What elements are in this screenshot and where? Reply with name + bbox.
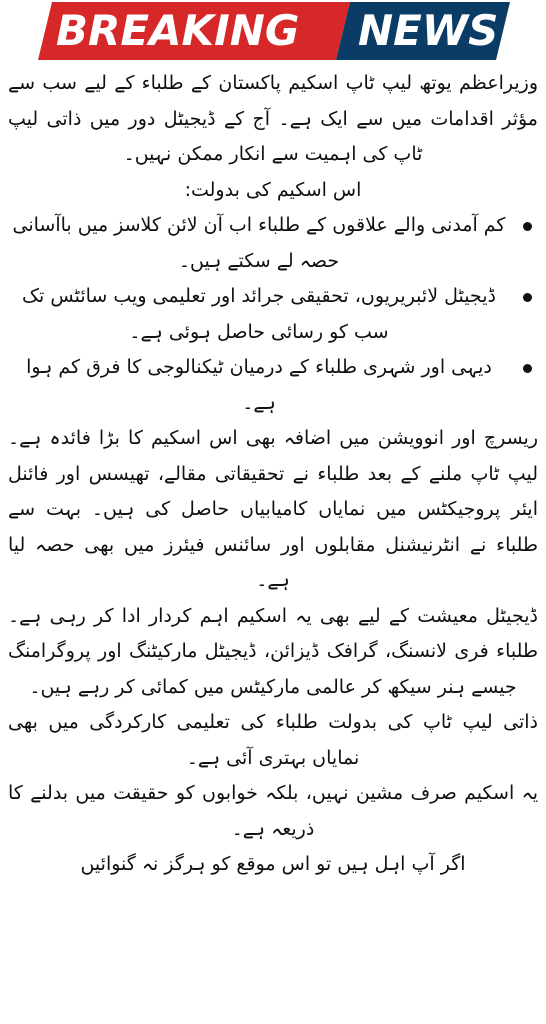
- intro-paragraph: وزیراعظم یوتھ لیپ ٹاپ اسکیم پاکستان کے طلباء کے لیے سب سے مؤثر اقدامات میں سے ایک ہے۔ آج کے ڈیجیٹل دور میں ذاتی لیپ ٹاپ کی اہمیت سے انکار ممکن نہیں۔: [8, 72, 538, 165]
- list-item: [8, 350, 510, 421]
- list-item: [8, 208, 510, 279]
- benefits-subheading: اس اسکیم کی بدولت:: [184, 178, 362, 201]
- breaking-news-banner: [38, 2, 510, 60]
- economy-paragraph: ڈیجیٹل معیشت کے لیے بھی یہ اسکیم اہم کردار ادا کر رہی ہے۔ طلباء فری لانسنگ، گرافک ڈیزائن، ڈیجیٹل مارکیٹنگ اور پروگرامنگ جیسے ہنر سیکھ کر عالمی مارکیٹس میں کمائی کر رہے ہیں۔: [8, 604, 538, 698]
- performance-paragraph: ذاتی لیپ ٹاپ کی بدولت طلباء کی تعلیمی کارکردگی میں بھی نمایاں بہتری آئی ہے۔: [8, 711, 538, 769]
- list-item-text: ڈیجیٹل لائبریریوں، تحقیقی جرائد اور تعلیمی ویب سائٹس تک سب کو رسائی حاصل ہوئی ہے۔: [22, 285, 496, 343]
- bullet-dot-icon: [523, 364, 532, 373]
- dreams-paragraph: یہ اسکیم صرف مشین نہیں، بلکہ خوابوں کو حقیقت میں بدلنے کا ذریعہ ہے۔: [8, 782, 538, 840]
- research-paragraph: ریسرچ اور انوویشن میں اضافہ بھی اس اسکیم کا بڑا فائدہ ہے۔ لیپ ٹاپ ملنے کے بعد طلباء نے تحقیقاتی مقالے، تھیسس اور فائنل ایئر پروجیکٹس میں نمایاں کامیابیاں حاصل کی ہیں۔ بہت سے طلباء نے انٹرنیشنل مقابلوں اور سائنس فیئرز میں بھی حصہ لیا ہے۔: [8, 427, 538, 591]
- bullet-dot-icon: [523, 293, 532, 302]
- article-body: [8, 66, 538, 883]
- closing-line: اگر آپ اہل ہیں تو اس موقع کو ہرگز نہ گنوائیں: [80, 853, 466, 875]
- banner-word-news: NEWS: [358, 6, 499, 55]
- bullet-dot-icon: [523, 222, 532, 231]
- list-item-text: کم آمدنی والے علاقوں کے طلباء اب آن لائن کلاسز میں باآسانی حصہ لے سکتے ہیں۔: [12, 214, 506, 272]
- benefits-list: [8, 208, 538, 421]
- list-item-text: دیہی اور شہری طلباء کے درمیان ٹیکنالوجی کا فرق کم ہوا ہے۔: [26, 356, 492, 414]
- banner-word-breaking: BREAKING: [56, 6, 300, 55]
- list-item: [8, 279, 510, 350]
